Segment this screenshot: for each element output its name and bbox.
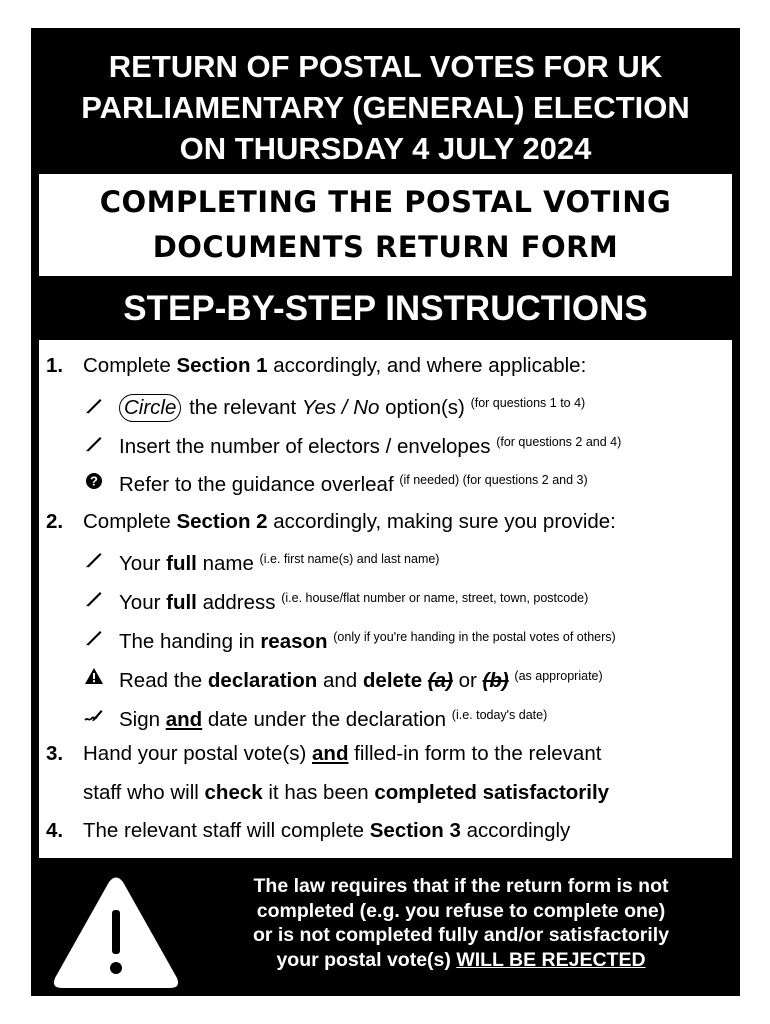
warning-line: or is not completed fully and/or satisfactorily	[252, 924, 670, 946]
subtitle-line: DOCUMENTS RETURN FORM	[152, 230, 619, 264]
step-text: Hand your postal vote(s)	[83, 742, 313, 765]
page-title	[31, 46, 740, 169]
return-form-poster	[31, 28, 740, 996]
item-text: Read the	[119, 669, 208, 692]
item-note: (for questions 2 and 4)	[496, 435, 622, 449]
item-text: the relevant	[183, 396, 302, 419]
item-text-bold: full	[166, 591, 197, 614]
item-note: (for questions 1 to 4)	[470, 396, 586, 410]
step-text: accordingly, and where applicable:	[267, 354, 587, 377]
step-2-item-2	[119, 586, 588, 615]
step-2-item-3	[119, 625, 616, 654]
subtitle-line: COMPLETING THE POSTAL VOTING	[99, 185, 672, 219]
step-text: accordingly	[460, 819, 571, 842]
item-text: date under the declaration	[202, 708, 452, 731]
step-text-bold: Section 1	[176, 354, 268, 377]
pencil-icon	[84, 627, 104, 647]
item-text: or	[452, 669, 483, 692]
signature-icon	[84, 705, 104, 725]
rejection-warning	[31, 866, 740, 996]
item-text-bold: reason	[260, 630, 328, 653]
step-text-bold: Section 3	[369, 819, 461, 842]
step-1-item-2	[119, 430, 621, 459]
step-2-item-4	[119, 664, 603, 693]
warning-text-part: your postal vote(s)	[276, 948, 457, 971]
steps-heading: STEP-BY-STEP INSTRUCTIONS	[123, 289, 648, 328]
step-text: Complete	[83, 510, 177, 533]
item-note: (i.e. today's date)	[451, 708, 548, 722]
item-text-bold: and	[165, 708, 203, 731]
warning-icon	[84, 666, 104, 686]
step-2-item-5	[119, 703, 547, 732]
item-text-bold: full	[166, 552, 197, 575]
item-text-italic: Yes / No	[301, 396, 380, 419]
pencil-icon	[84, 588, 104, 608]
warning-line: completed (e.g. you refuse to complete one)	[256, 899, 666, 922]
step-text: Complete	[83, 354, 177, 377]
rejected-notice: WILL BE REJECTED	[456, 948, 646, 971]
item-text: name	[196, 552, 260, 575]
step-2-item-1	[119, 547, 439, 576]
step-text: it has been	[262, 781, 375, 804]
warning-text	[191, 874, 731, 972]
item-note: (if needed) (for questions 2 and 3)	[399, 473, 588, 487]
step-text: accordingly, making sure you provide:	[267, 510, 616, 533]
pencil-icon	[84, 433, 104, 453]
step-1-item-1	[119, 391, 585, 422]
item-text-bold: declaration	[207, 669, 318, 692]
item-text: option(s)	[379, 396, 471, 419]
step-text-bold: and	[312, 742, 349, 765]
title-line: PARLIAMENTARY (GENERAL) ELECTION	[81, 90, 690, 125]
step-text-bold: completed satisfactorily	[374, 781, 610, 804]
circled-word: Circle	[119, 394, 181, 422]
item-text: Insert the number of electors / envelopes	[119, 435, 497, 458]
item-note: (i.e. house/flat number or name, street, town, postcode)	[281, 591, 589, 605]
step-number: 1.	[46, 354, 64, 377]
item-text: Sign	[119, 708, 166, 731]
step-number: 4.	[46, 819, 64, 842]
steps-panel	[39, 340, 732, 858]
step-text: The relevant staff will complete	[83, 819, 370, 842]
struck-option: (a)	[427, 669, 453, 692]
step-1-item-3	[119, 468, 588, 497]
warning-triangle-icon	[51, 874, 181, 992]
title-line: RETURN OF POSTAL VOTES FOR UK	[108, 49, 663, 84]
item-text: address	[196, 591, 282, 614]
pencil-icon	[84, 549, 104, 569]
question-icon	[84, 471, 104, 491]
item-note: (i.e. first name(s) and last name)	[259, 552, 440, 566]
pencil-icon	[84, 395, 104, 415]
item-text: Refer to the guidance overleaf	[119, 473, 400, 496]
item-text: Your	[119, 591, 167, 614]
item-text: Your	[119, 552, 167, 575]
step-text-bold: check	[204, 781, 263, 804]
step-text: staff who will	[83, 781, 205, 804]
item-note: (as appropriate)	[514, 669, 603, 683]
item-text: and	[317, 669, 363, 692]
step-number: 3.	[46, 742, 64, 765]
step-text-bold: Section 2	[176, 510, 268, 533]
step-number: 2.	[46, 510, 64, 533]
struck-option: (b)	[482, 669, 509, 692]
warning-line	[191, 948, 731, 973]
title-line: ON THURSDAY 4 JULY 2024	[179, 131, 592, 166]
step-3-continued	[83, 781, 609, 805]
subtitle-box	[39, 174, 732, 276]
warning-line: The law requires that if the return form is not	[253, 875, 669, 897]
item-text-bold: delete	[362, 669, 423, 692]
item-note: (only if you're handing in the postal votes of others)	[333, 630, 616, 644]
step-text: filled-in form to the relevant	[348, 742, 602, 765]
svg-text:?: ?	[90, 473, 98, 489]
item-text: The handing in	[119, 630, 261, 653]
